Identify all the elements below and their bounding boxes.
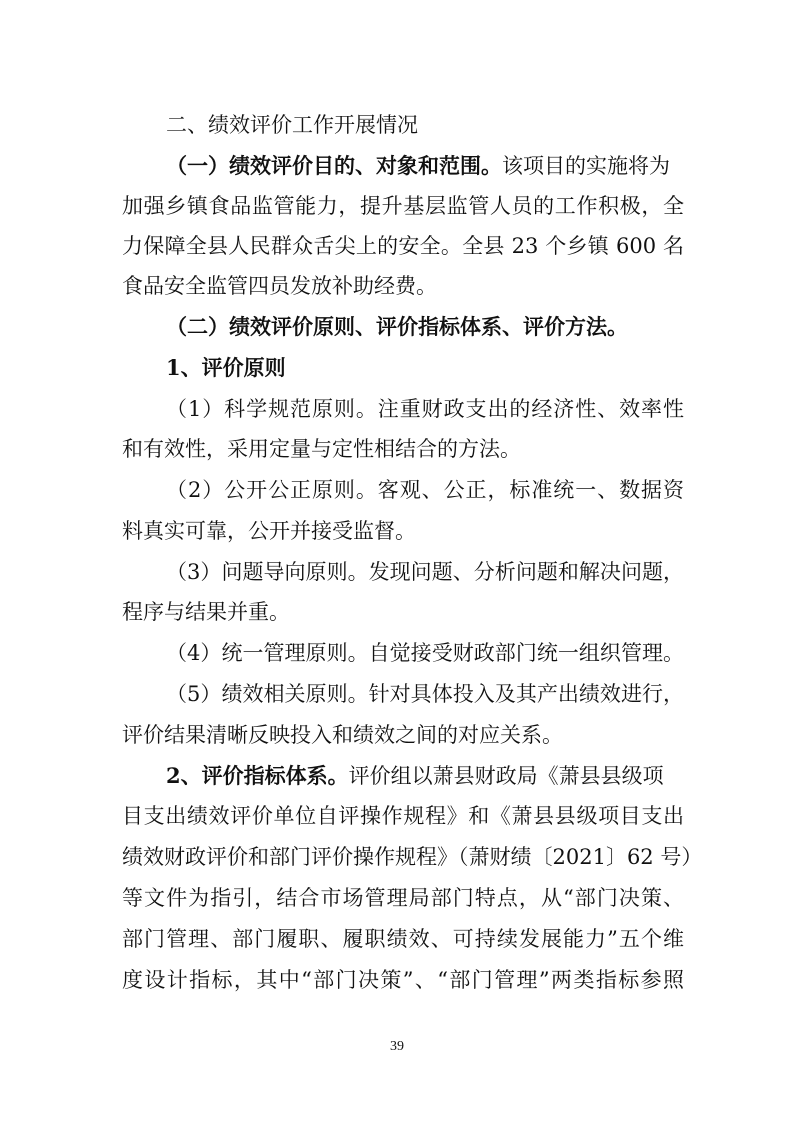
paragraph-line: 等文件为指引，结合市场管理局部门特点，从“部门决策、 — [122, 886, 684, 910]
paragraph-line: （1）科学规范原则。注重财政支出的经济性、效率性 — [166, 397, 684, 421]
part1-title: （一）绩效评价目的、对象和范围。 — [166, 153, 502, 178]
paragraph-line: 绩效财政评价和部门评价操作规程》（萧财绩〔2021〕62 号） — [122, 845, 703, 869]
paragraph-line: 力保障全县人民群众舌尖上的安全。全县 23 个乡镇 600 名 — [122, 234, 684, 258]
paragraph-line: 食品安全监管四员发放补助经费。 — [122, 274, 437, 298]
paragraph-line: 加强乡镇食品监管能力，提升基层监管人员的工作积极，全 — [122, 194, 684, 218]
indicators-text: 评价组以萧县财政局《萧县县级项 — [348, 764, 664, 788]
paragraph-line: 程序与结果并重。 — [122, 600, 290, 624]
paragraph-line: （5）绩效相关原则。针对具体投入及其产出绩效进行， — [166, 682, 684, 706]
paragraph-line: 目支出绩效评价单位自评操作规程》和《萧县县级项目支出 — [122, 804, 684, 828]
paragraph-line: 部门管理、部门履职、履职绩效、可持续发展能力”五个维 — [122, 927, 684, 951]
principles-heading: 1、评价原则 — [166, 355, 286, 380]
part2-title: （二）绩效评价原则、评价指标体系、评价方法。 — [166, 314, 628, 339]
paragraph-line: 度设计指标，其中“部门决策”、“部门管理”两类指标参照 — [122, 968, 684, 992]
paragraph-line: （3）问题导向原则。发现问题、分析问题和解决问题， — [166, 560, 684, 584]
section-heading: 二、绩效评价工作开展情况 — [166, 113, 418, 137]
paragraph-line — [166, 153, 684, 179]
paragraph-line: 料真实可靠，公开并接受监督。 — [122, 519, 416, 543]
paragraph-line: 评价结果清晰反映投入和绩效之间的对应关系。 — [122, 723, 563, 747]
paragraph-line: （4）统一管理原则。自觉接受财政部门统一组织管理。 — [166, 641, 684, 665]
page-number: 39 — [390, 1039, 404, 1054]
part1-text: 该项目的实施将为 — [502, 154, 670, 178]
paragraph-line — [166, 763, 684, 789]
paragraph-line: 和有效性，采用定量与定性相结合的方法。 — [122, 437, 521, 461]
paragraph-line: （2）公开公正原则。客观、公正，标准统一、数据资 — [166, 478, 684, 502]
indicators-title: 2、评价指标体系。 — [166, 763, 349, 788]
